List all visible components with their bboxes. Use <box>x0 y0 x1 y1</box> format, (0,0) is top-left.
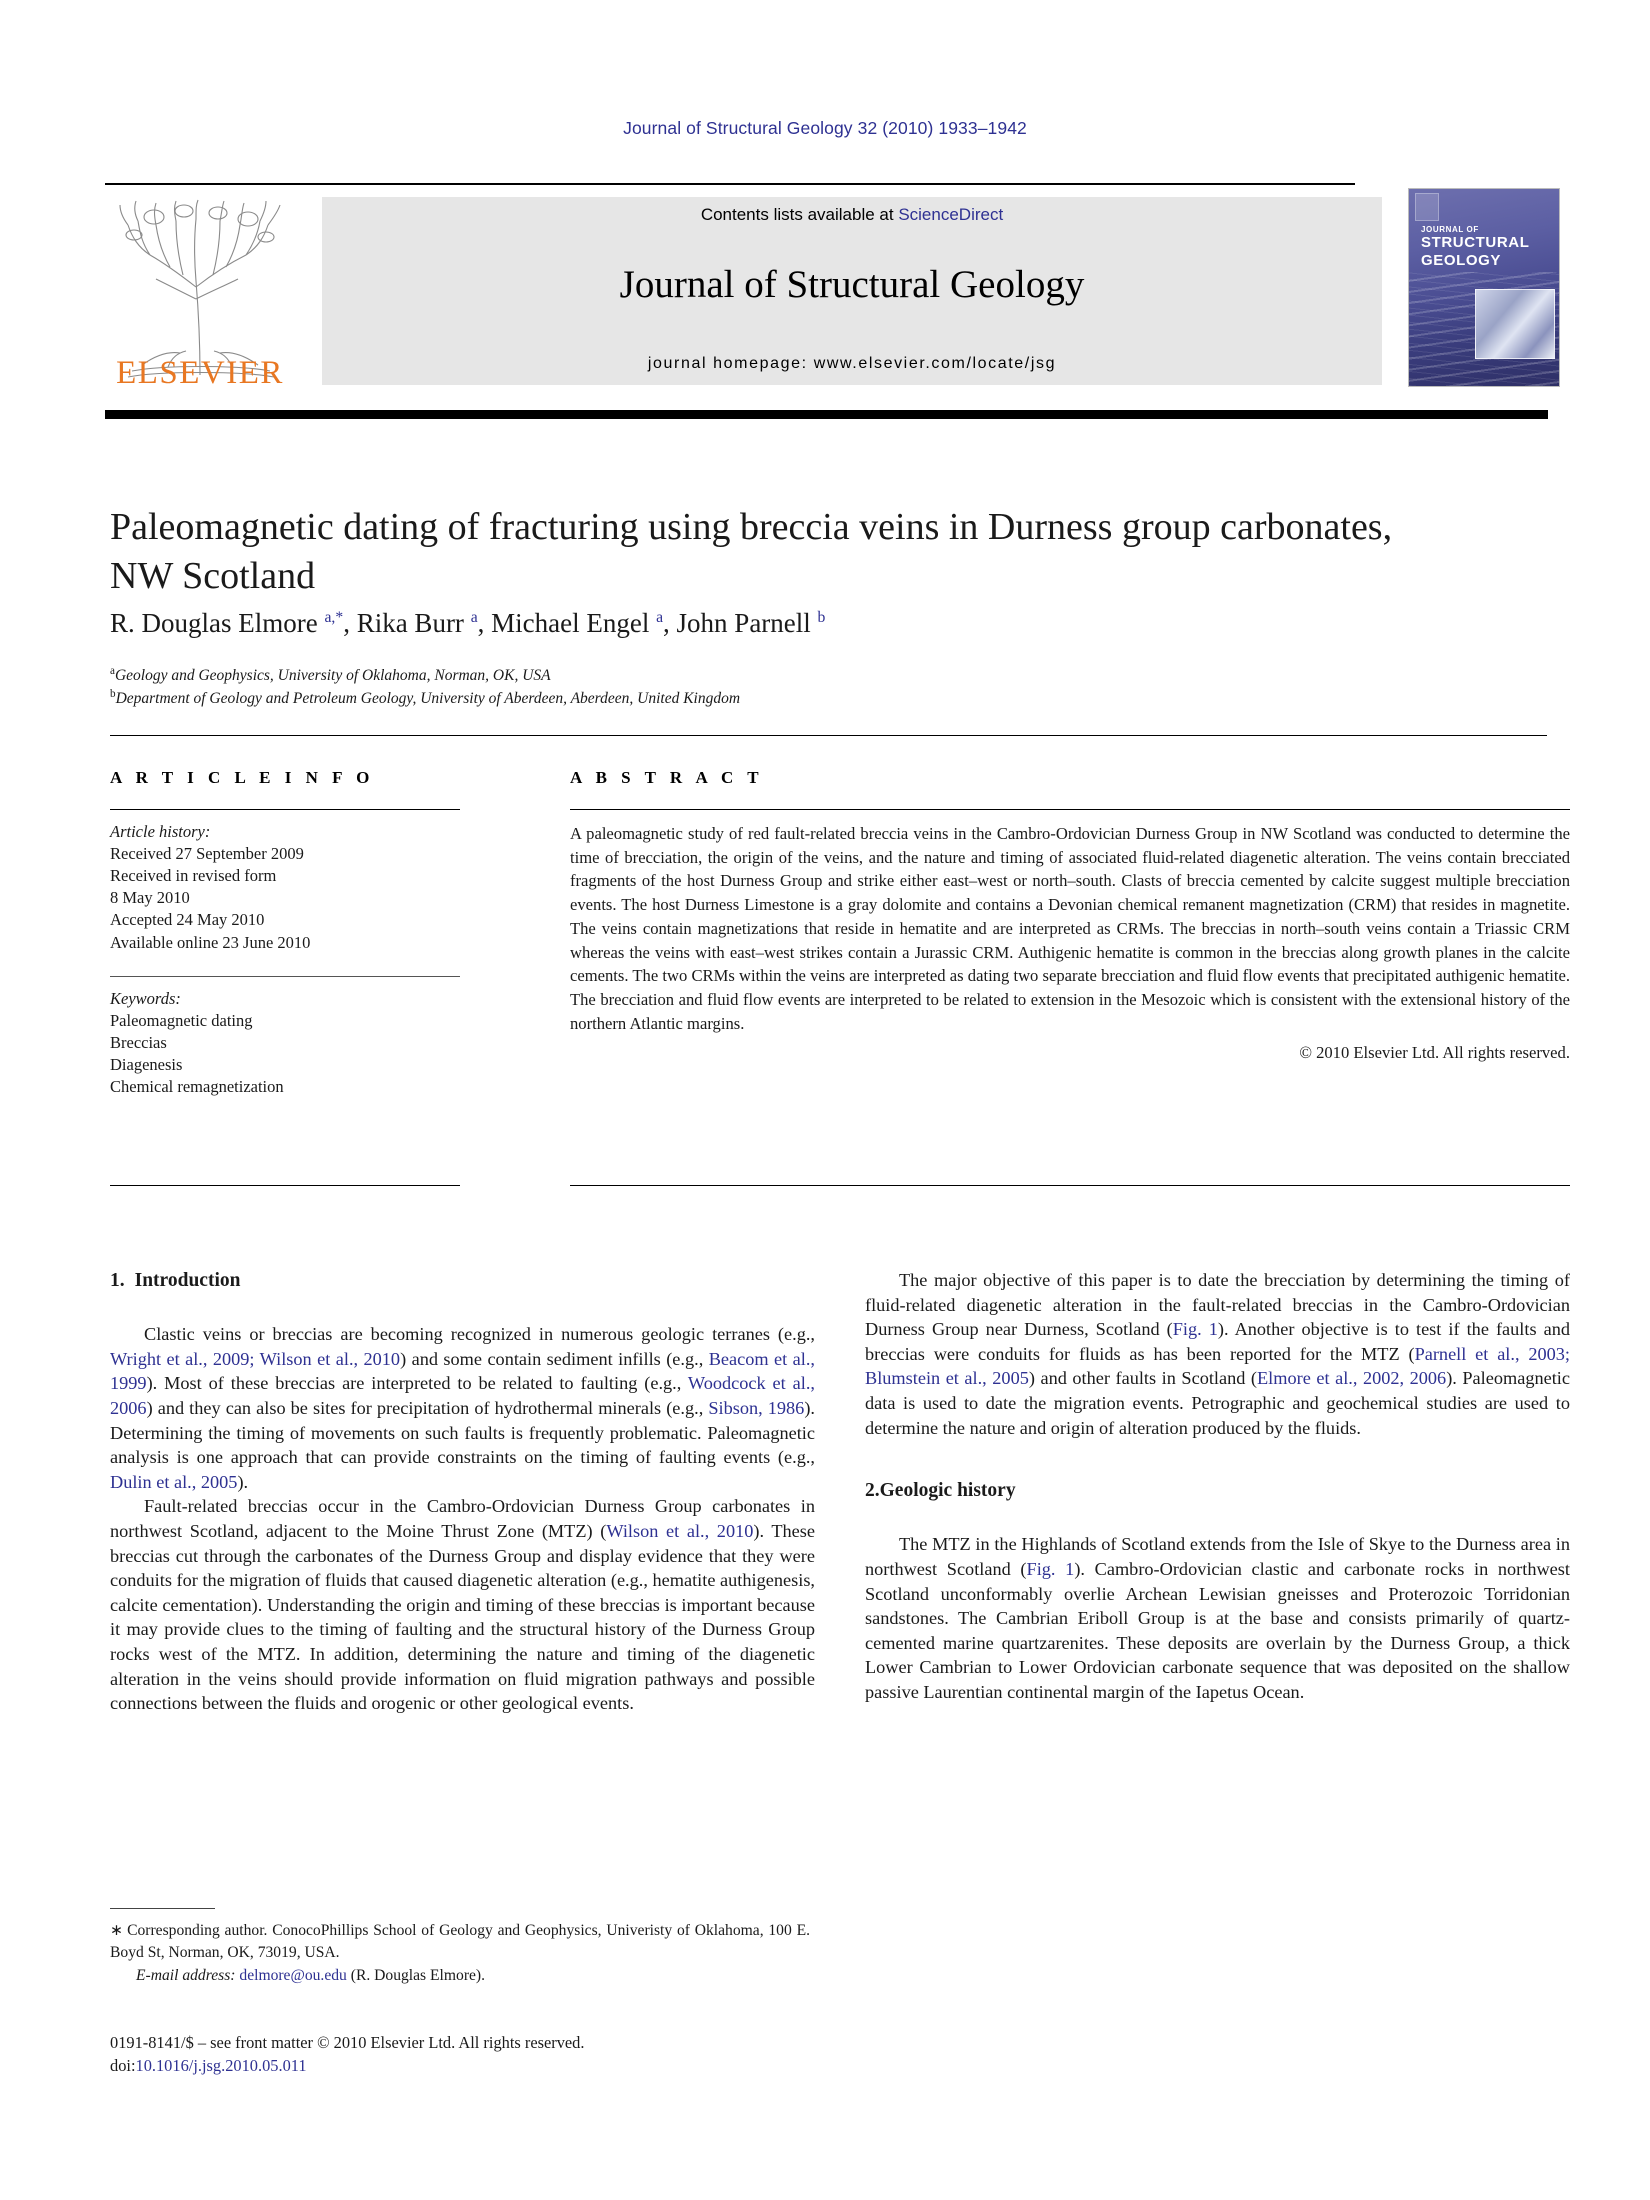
paragraph-intro-3 <box>865 1268 1570 1440</box>
g1-part1: The MTZ in the Highlands of Scotland extends from the Isle of Skye to the Durness area in northwest Scotland ( <box>865 1534 1570 1579</box>
author-mark-4: b <box>817 609 826 626</box>
citation-elmore[interactable]: Elmore et al., 2002, 2006 <box>1257 1368 1447 1389</box>
keywords-block <box>110 988 460 1099</box>
keywords-separator <box>110 976 460 977</box>
corresponding-author-text: Corresponding author. ConocoPhillips School of Geology and Geophysics, Univeristy of Oklahoma, 100 E. Boyd St, Norman, OK, 73019, USA. <box>110 1922 810 1961</box>
paragraph-intro-2 <box>110 1494 815 1715</box>
masthead-bottom-rule <box>105 410 1548 419</box>
citation-wright-wilson[interactable]: Wright et al., 2009; Wilson et al., 2010 <box>110 1348 401 1369</box>
journal-cover-thumbnail <box>1408 188 1560 387</box>
journal-homepage[interactable]: journal homepage: www.elsevier.com/locate/jsg <box>647 355 1057 372</box>
history-line-4: Accepted 24 May 2010 <box>110 910 265 930</box>
citation-fig1-b[interactable]: Fig. 1 <box>1026 1558 1075 1579</box>
keyword-1: Paleomagnetic dating <box>110 1010 253 1030</box>
p3-part1: The major objective of this paper is to date the brecciation by determining the timing of fluid-related diagenetic alteration in the fault-related breccias in the Cambro-Ordovician Durness Group near Durness, Scotland ( <box>865 1270 1570 1340</box>
paragraph-intro-1 <box>110 1322 815 1494</box>
affiliation-a-text: Geology and Geophysics, University of Oklahoma, Norman, OK, USA <box>114 667 551 685</box>
footnote-separator <box>110 1908 215 1909</box>
citation-beacom[interactable]: Beacom et al., 1999 <box>110 1348 815 1394</box>
p1-part4: ) and they can also be sites for precipitation of hydrothermal minerals (e.g., <box>146 1398 709 1418</box>
doi-label: doi: <box>110 2055 136 2075</box>
abstract-heading: A B S T R A C T <box>570 768 764 787</box>
cover-line-2: STRUCTURAL <box>1421 234 1530 252</box>
email-label: E-mail address: <box>136 1967 236 1985</box>
affiliation-mark-a: a <box>110 665 115 677</box>
p1-part3: ). Most of these breccias are interpreted to be related to faulting (e.g., <box>146 1373 688 1394</box>
section-title-1: Introduction <box>134 1270 241 1291</box>
section-heading-introduction <box>110 1268 815 1294</box>
issn-copyright-line: 0191-8141/$ – see front matter © 2010 Elsevier Ltd. All rights reserved. <box>110 2033 585 2052</box>
elsevier-wordmark: ELSEVIER <box>116 355 284 391</box>
doi-link[interactable]: 10.1016/j.jsg.2010.05.011 <box>135 2055 307 2075</box>
doi-line <box>110 2055 810 2078</box>
cover-line-1: JOURNAL OF <box>1421 225 1479 234</box>
abstract-bottom-rule <box>570 1185 1570 1186</box>
paragraph-geologic-1 <box>865 1532 1570 1704</box>
corresponding-author-note <box>110 1920 810 1963</box>
section-number-2: 2. <box>865 1480 880 1502</box>
article-info-bottom-rule <box>110 1185 460 1186</box>
page-title: Paleomagnetic dating of fracturing using breccia veins in Durness group carbonates, NW Scotland <box>110 506 1393 598</box>
section-number-1: 1. <box>110 1270 125 1291</box>
cover-inset-image <box>1475 289 1555 359</box>
body-column-left <box>110 1268 815 1716</box>
author-list: R. Douglas Elmore $^{a,*}$, Rika Burr $^a$, Michael Engel $^a$, John Parnell $^b$ <box>110 608 826 638</box>
cover-elsevier-icon <box>1415 193 1439 221</box>
contents-lists-line <box>322 205 1382 225</box>
citation-fig1-a[interactable]: Fig. 1 <box>1172 1319 1218 1340</box>
p1-part6: ). <box>237 1471 249 1492</box>
history-line-3: 8 May 2010 <box>110 888 190 908</box>
p1-part2: ) and some contain sediment infills (e.g., <box>400 1348 709 1369</box>
email-line <box>110 1965 810 1987</box>
running-head: Journal of Structural Geology 32 (2010) 1933–1942 <box>623 118 1027 138</box>
p3-part3: ) and other faults in Scotland ( <box>1028 1368 1258 1389</box>
email-suffix: (R. Douglas Elmore). <box>350 1967 486 1985</box>
article-info-heading: A R T I C L E I N F O <box>110 768 375 787</box>
body-column-right <box>865 1268 1570 1705</box>
keywords-label: Keywords: <box>110 988 181 1008</box>
history-line-1: Received 27 September 2009 <box>110 844 304 864</box>
abstract-rule <box>570 809 1570 810</box>
contents-prefix: Contents lists available at <box>700 205 899 224</box>
keyword-4: Chemical remagnetization <box>110 1077 284 1097</box>
affiliation-b-text: Department of Geology and Petroleum Geology, University of Aberdeen, Aberdeen, United Kingdom <box>115 690 741 708</box>
citation-wilson-2010[interactable]: Wilson et al., 2010 <box>606 1520 754 1541</box>
article-history-label: Article history: <box>110 822 211 841</box>
section-title-2: Geologic history <box>879 1480 1016 1502</box>
journal-title: Journal of Structural Geology <box>619 263 1085 306</box>
g1-part2: ). Cambro-Ordovician clastic and carbonate rocks in northwest Scotland unconformably overlie Archean Lewisian gneisses and Proterozoic Torridonian sandstones. The Cambrian Eriboll Group is at the base and consists primarily of quartz-cemented marine quartzarenites. These deposits are overlain by the Durness Group, a thick Lower Cambrian to Lower Ordovician carbonate sequence that was deposited on the shallow passive Laurentian continental margin of the Iapetus Ocean. <box>865 1558 1570 1702</box>
article-info-column <box>110 768 460 1098</box>
p2-part1: Fault-related breccias occur in the Cambro-Ordovician Durness Group carbonates in northwest Scotland, adjacent to the Moine Thrust Zone (MTZ) ( <box>110 1496 815 1541</box>
asterisk-marker: ∗ <box>110 1922 124 1939</box>
author-mark-1: a,* <box>324 609 344 626</box>
article-info-rule <box>110 809 460 810</box>
citation-dulin[interactable]: Dulin et al., 2005 <box>110 1471 238 1492</box>
p3-part2: ). Another objective is to test if the faults and breccias were conduits for fluids as has been reported for the MTZ ( <box>865 1319 1570 1364</box>
citation-parnell-blumstein[interactable]: Parnell et al., 2003; Blumstein et al., 2005 <box>865 1343 1570 1389</box>
p1-part1: Clastic veins or breccias are becoming recognized in numerous geologic terranes (e.g., <box>144 1324 815 1345</box>
p2-part2: ). These breccias cut through the carbonates of the Durness Group and display evidence that they were conduits for the migration of fluids that caused diagenetic alteration (e.g., hematite authigenesis, calcite cementation). Understanding the origin and timing of these breccias is important because it may provide clues to the timing of faulting and the structural history of the Durness Group rocks west of the MTZ. In addition, determining the nature and timing of the diagenetic alteration in the veins should provide information on fluid migration pathways and possible connections between the fluids and orogenic or other geological events. <box>110 1520 815 1714</box>
history-line-5: Available online 23 June 2010 <box>110 932 311 952</box>
p3-part4: ). Paleomagnetic data is used to date the migration events. Petrographic and geochemical studies are used to determine the nature and origin of alteration produced by the fluids. <box>865 1368 1570 1438</box>
section-heading-geologic-history <box>865 1478 1570 1504</box>
author-mark-2: a <box>470 609 478 626</box>
sciencedirect-link[interactable]: ScienceDirect <box>898 205 1004 224</box>
citation-woodcock[interactable]: Woodcock et al., 2006 <box>110 1373 815 1418</box>
abstract-text: A paleomagnetic study of red fault-related breccia veins in the Cambro-Ordovician Durness Group in NW Scotland was conducted to determine the time of brecciation, the origin of the veins, and the nature and timing of associated fluid-related diagenetic alteration. The veins contain brecciated fragments of the host Durness Group and strike either east–west or north–south. Clasts of breccia cemented by calcite suggest multiple brecciation events. The host Durness Limestone is a gray dolomite and contains a Devonian chemical remanent magnetization (CRM) that resides in magnetite. The veins contain magnetizations that reside in hematite and are interpreted as CRMs. The breccias in north–south veins contain a Triassic CRM whereas the veins with east–west strikes contain a Jurassic CRM. Authigenic hematite is common in the breccias along growth planes in the calcite cements. The two CRMs within the veins are interpreted as dating two separate brecciation and fluid flow events that precipitated authigenic hematite. The brecciation and fluid flow events are interpreted to be related to extension in the Mesozoic which is consistent with the extensional history of the northern Atlantic margins. <box>570 824 1570 1033</box>
masthead-top-rule <box>105 183 1355 185</box>
footnote-block <box>110 1920 810 1987</box>
email-link[interactable]: delmore@ou.edu <box>239 1967 347 1985</box>
cover-title-text <box>1421 225 1551 270</box>
keyword-3: Diagenesis <box>110 1054 183 1074</box>
citation-sibson[interactable]: Sibson, 1986 <box>708 1398 805 1418</box>
history-line-2: Received in revised form <box>110 866 277 886</box>
p1-part5: ). Determining the timing of movements on such faults is frequently problematic. Paleomagnetic analysis is one approach that can provide constraints on the timing of faulting events (e.g., <box>110 1398 815 1468</box>
article-history-block <box>110 821 460 954</box>
author-mark-3: a <box>656 609 664 626</box>
abstract-column <box>570 768 1570 1063</box>
front-matter-block <box>110 2032 810 2078</box>
affiliation-a <box>110 663 1440 688</box>
abstract-copyright: © 2010 Elsevier Ltd. All rights reserved. <box>1299 1043 1570 1063</box>
affiliation-b <box>110 686 1440 711</box>
keyword-2: Breccias <box>110 1032 167 1052</box>
cover-line-3: GEOLOGY <box>1421 252 1502 270</box>
affiliation-mark-b: b <box>110 688 116 700</box>
author-rule <box>110 735 1547 736</box>
